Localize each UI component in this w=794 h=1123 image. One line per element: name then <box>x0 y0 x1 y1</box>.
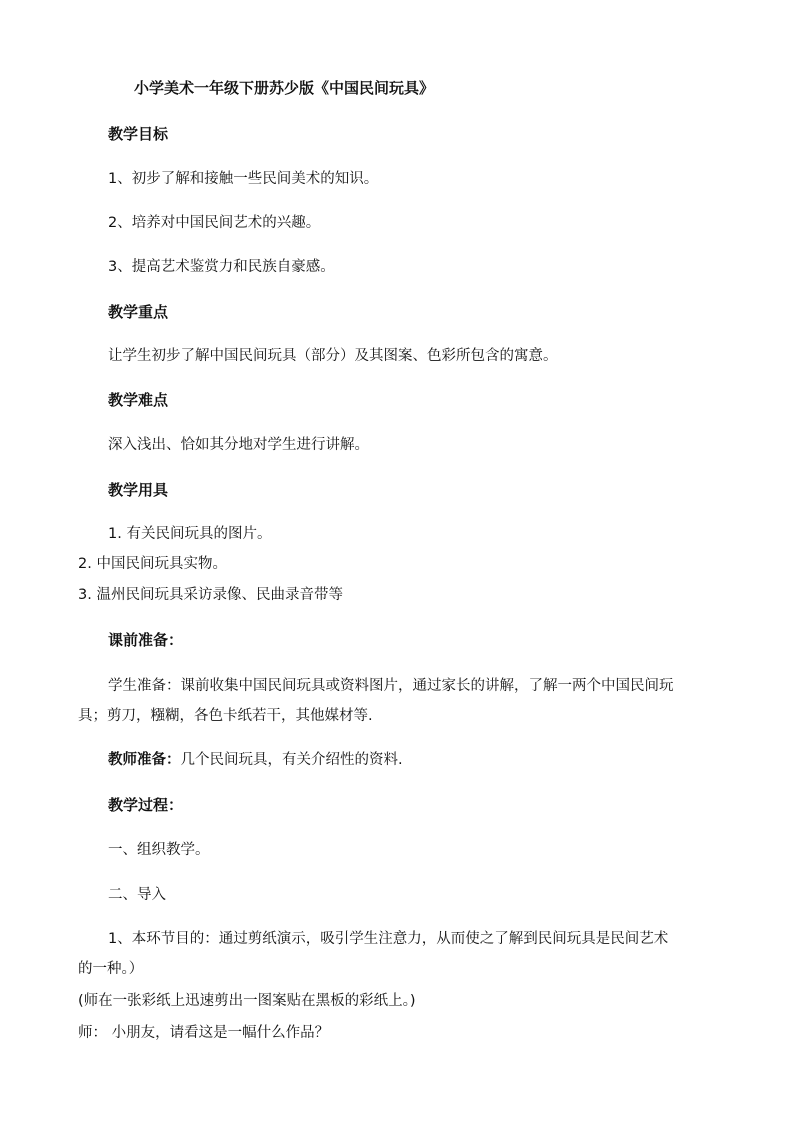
tool-item-3: 3. 温州民间玩具采访录像、民曲录音带等 <box>78 587 343 603</box>
key-points-heading: 教学重点 <box>108 303 169 321</box>
intro-line-1: 1、本环节目的：通过剪纸演示，吸引学生注意力，从而使之了解到民间玩具是民间艺术 <box>108 931 669 947</box>
objective-item-1: 1、初步了解和接触一些民间美术的知识。 <box>108 171 379 187</box>
teacher-prep <box>108 750 403 770</box>
objective-item-3: 3、提高艺术鉴赏力和民族自豪感。 <box>108 259 335 275</box>
tool-item-2: 2. 中国民间玩具实物。 <box>78 556 227 572</box>
difficulty-text: 深入浅出、恰如其分地对学生进行讲解。 <box>108 437 369 453</box>
document-title: 小学美术一年级下册苏少版《中国民间玩具》 <box>134 79 435 97</box>
process-step-2: 二、导入 <box>108 887 166 903</box>
objective-item-2: 2、培养对中国民间艺术的兴趣。 <box>108 215 321 231</box>
prep-heading: 课前准备： <box>108 631 184 649</box>
tools-heading: 教学用具 <box>108 481 169 499</box>
student-prep-line-2: 具；剪刀，糨糊，各色卡纸若干，其他媒材等. <box>78 708 373 724</box>
difficulty-heading: 教学难点 <box>108 391 169 409</box>
teacher-prep-label: 教师准备： <box>108 752 181 768</box>
tool-item-1: 1. 有关民间玩具的图片。 <box>108 526 272 542</box>
key-points-text: 让学生初步了解中国民间玩具（部分）及其图案、色彩所包含的寓意。 <box>108 348 558 364</box>
teacher-speech: 师： 小朋友，请看这是一幅什么作品？ <box>78 1025 330 1041</box>
process-heading: 教学过程： <box>108 796 184 814</box>
objectives-heading: 教学目标 <box>108 125 169 143</box>
process-step-1: 一、组织教学。 <box>108 842 210 858</box>
intro-line-2: 的一种。） <box>78 961 144 977</box>
student-prep-line-1: 学生准备：课前收集中国民间玩具或资料图片，通过家长的讲解，了解一两个中国民间玩 <box>108 678 674 694</box>
teacher-prep-text: 几个民间玩具，有关介绍性的资料. <box>180 752 403 768</box>
stage-direction: (师在一张彩纸上迅速剪出一图案贴在黑板的彩纸上。) <box>78 993 416 1009</box>
